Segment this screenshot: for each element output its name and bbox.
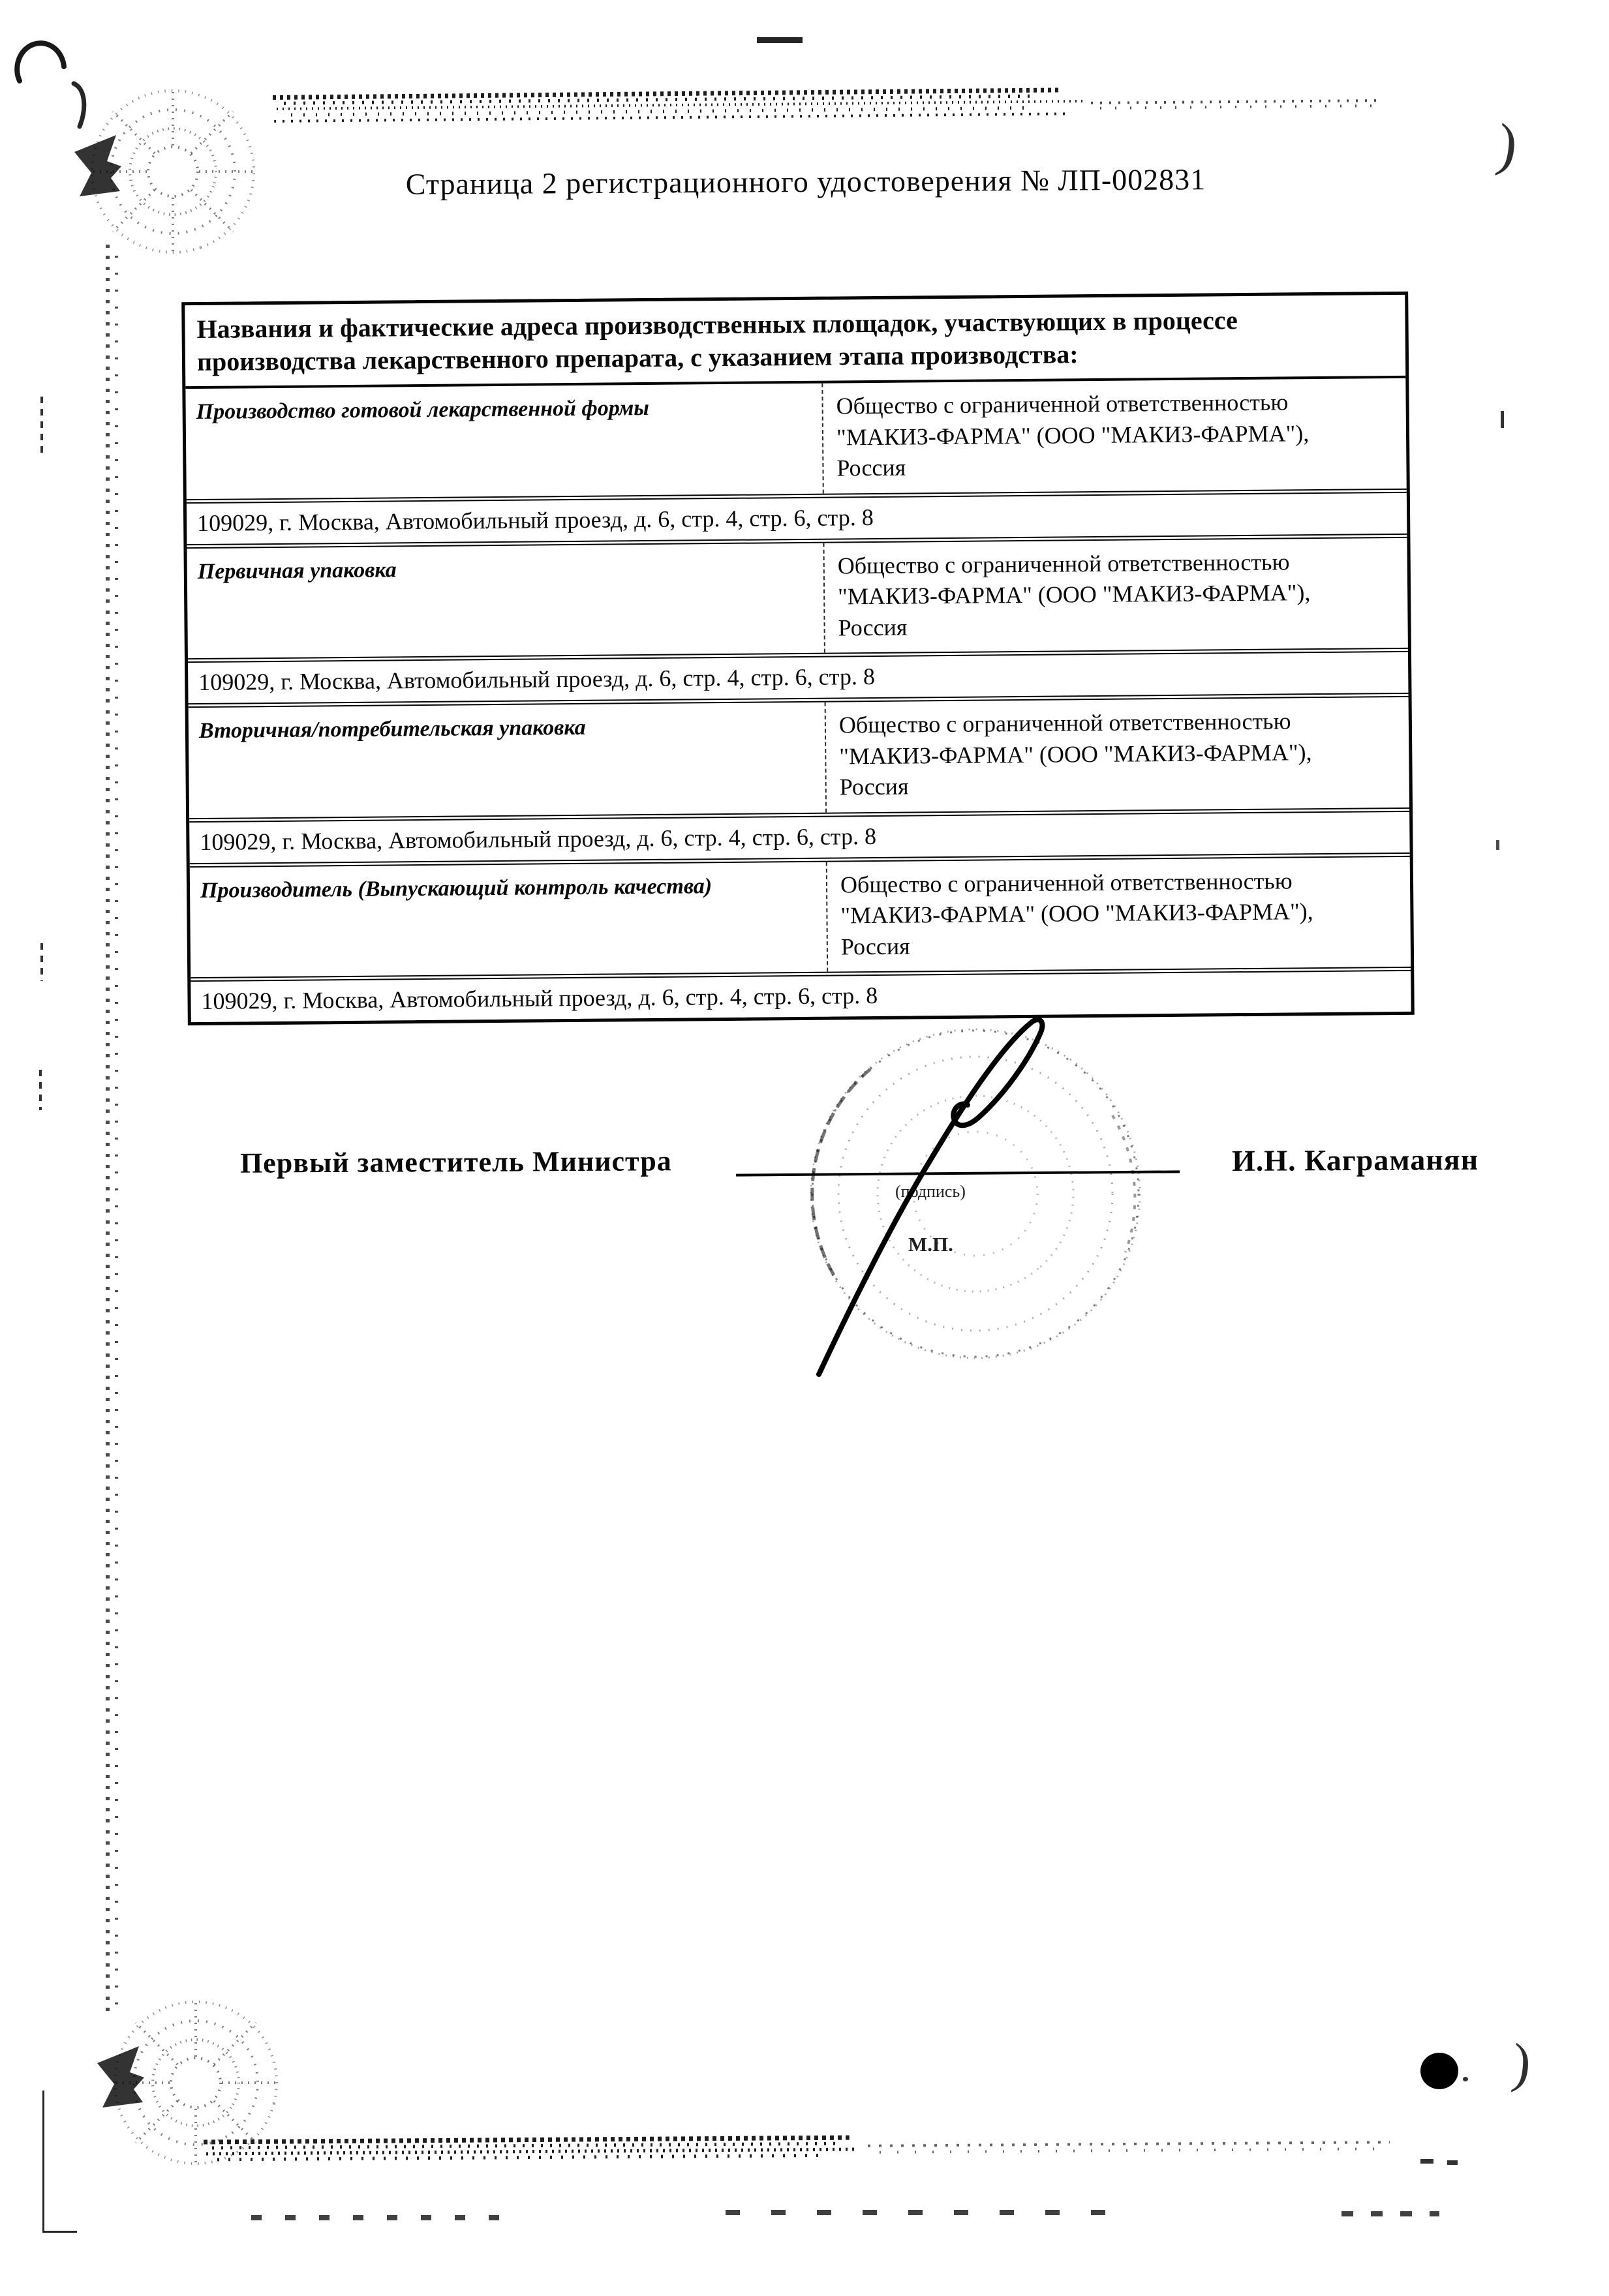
scan-speck: [1496, 840, 1499, 850]
signer-name: И.Н. Каграманян: [1231, 1143, 1479, 1177]
production-sites-table: [181, 292, 1415, 1026]
company-value: Общество с ограниченной ответственностью "МАКИЗ-ФАРМА" (ООО "МАКИЗ-ФАРМА"), Россия: [823, 537, 1407, 652]
scan-noise-band-top-tail: [1091, 98, 1378, 111]
page-title: Страница 2 регистрационного удостоверения № ЛП-002831: [405, 162, 1206, 201]
scan-edge-tick: [40, 397, 43, 453]
signature-caption: (подпись): [895, 1182, 966, 1201]
ink-blot-dot: [1420, 2053, 1458, 2089]
stage-label: Производство готовой лекарственной формы: [196, 395, 650, 425]
hologram-stamp-artifact-bottom: [88, 1986, 284, 2182]
stage-label: Производитель (Выпускающий контроль качества): [200, 873, 713, 903]
address-row: 109029, г. Москва, Автомобильный проезд, д. 6, стр. 4, стр. 6, стр. 8: [189, 811, 1410, 867]
scan-noise-band-top: [273, 86, 1092, 125]
company-value: Общество с ограниченной ответственностью "МАКИЗ-ФАРМА" (ООО "МАКИЗ-ФАРМА"), Россия: [826, 856, 1411, 971]
company-value: Общество с ограниченной ответственностью "МАКИЗ-ФАРМА" (ООО "МАКИЗ-ФАРМА"), Россия: [825, 697, 1409, 812]
stage-label: Первичная упаковка: [197, 557, 397, 584]
hologram-stamp-artifact-top: [65, 75, 261, 271]
seal-place-label: М.П.: [908, 1233, 953, 1256]
paren-mark-top-right: ): [1493, 112, 1522, 179]
company-value: Общество с ограниченной ответственностью "МАКИЗ-ФАРМА" (ООО "МАКИЗ-ФАРМА"), Россия: [821, 378, 1406, 493]
scan-speck: [1463, 2077, 1468, 2081]
scan-noise-left-strip: [99, 245, 125, 2019]
scan-speck-row: [726, 2210, 1117, 2215]
round-seal-and-signature: [773, 998, 1165, 1402]
scan-speck: [1420, 2159, 1433, 2164]
scan-noise-band-bottom-tail: [868, 2139, 1390, 2157]
table-row-stage-4: [190, 856, 1411, 982]
scan-noise-band-bottom: [204, 2134, 863, 2164]
scan-edge-tick: [39, 1070, 42, 1110]
scan-speck: [1447, 2160, 1458, 2165]
table-row-stage-1: [185, 378, 1406, 504]
stage-label: Вторичная/потребительская упаковка: [198, 715, 586, 744]
scan-edge-tick: [40, 943, 43, 981]
paren-mark-bottom-right: ): [1509, 2032, 1534, 2095]
scan-speck: [1501, 411, 1504, 428]
table-header: Названия и фактические адреса производственных площадок, участвующих в процессе производства лекарственного препарата, с указанием этапа производства:: [185, 295, 1405, 389]
address-row: 109029, г. Москва, Автомобильный проезд, д. 6, стр. 4, стр. 6, стр. 8: [188, 652, 1409, 708]
scan-speck-row: [1341, 2211, 1439, 2216]
table-row-stage-2: [187, 537, 1407, 663]
table-row-stage-3: [189, 697, 1409, 823]
scan-speck: [757, 37, 803, 43]
address-row: 109029, г. Москва, Автомобильный проезд, д. 6, стр. 4, стр. 6, стр. 8: [201, 982, 878, 1015]
scan-speck-row: [251, 2215, 499, 2220]
signer-position-label: Первый заместитель Министра: [239, 1145, 672, 1179]
address-row: 109029, г. Москва, Автомобильный проезд, д. 6, стр. 4, стр. 6, стр. 8: [187, 492, 1407, 548]
scan-corner-bracket: [42, 2091, 77, 2233]
